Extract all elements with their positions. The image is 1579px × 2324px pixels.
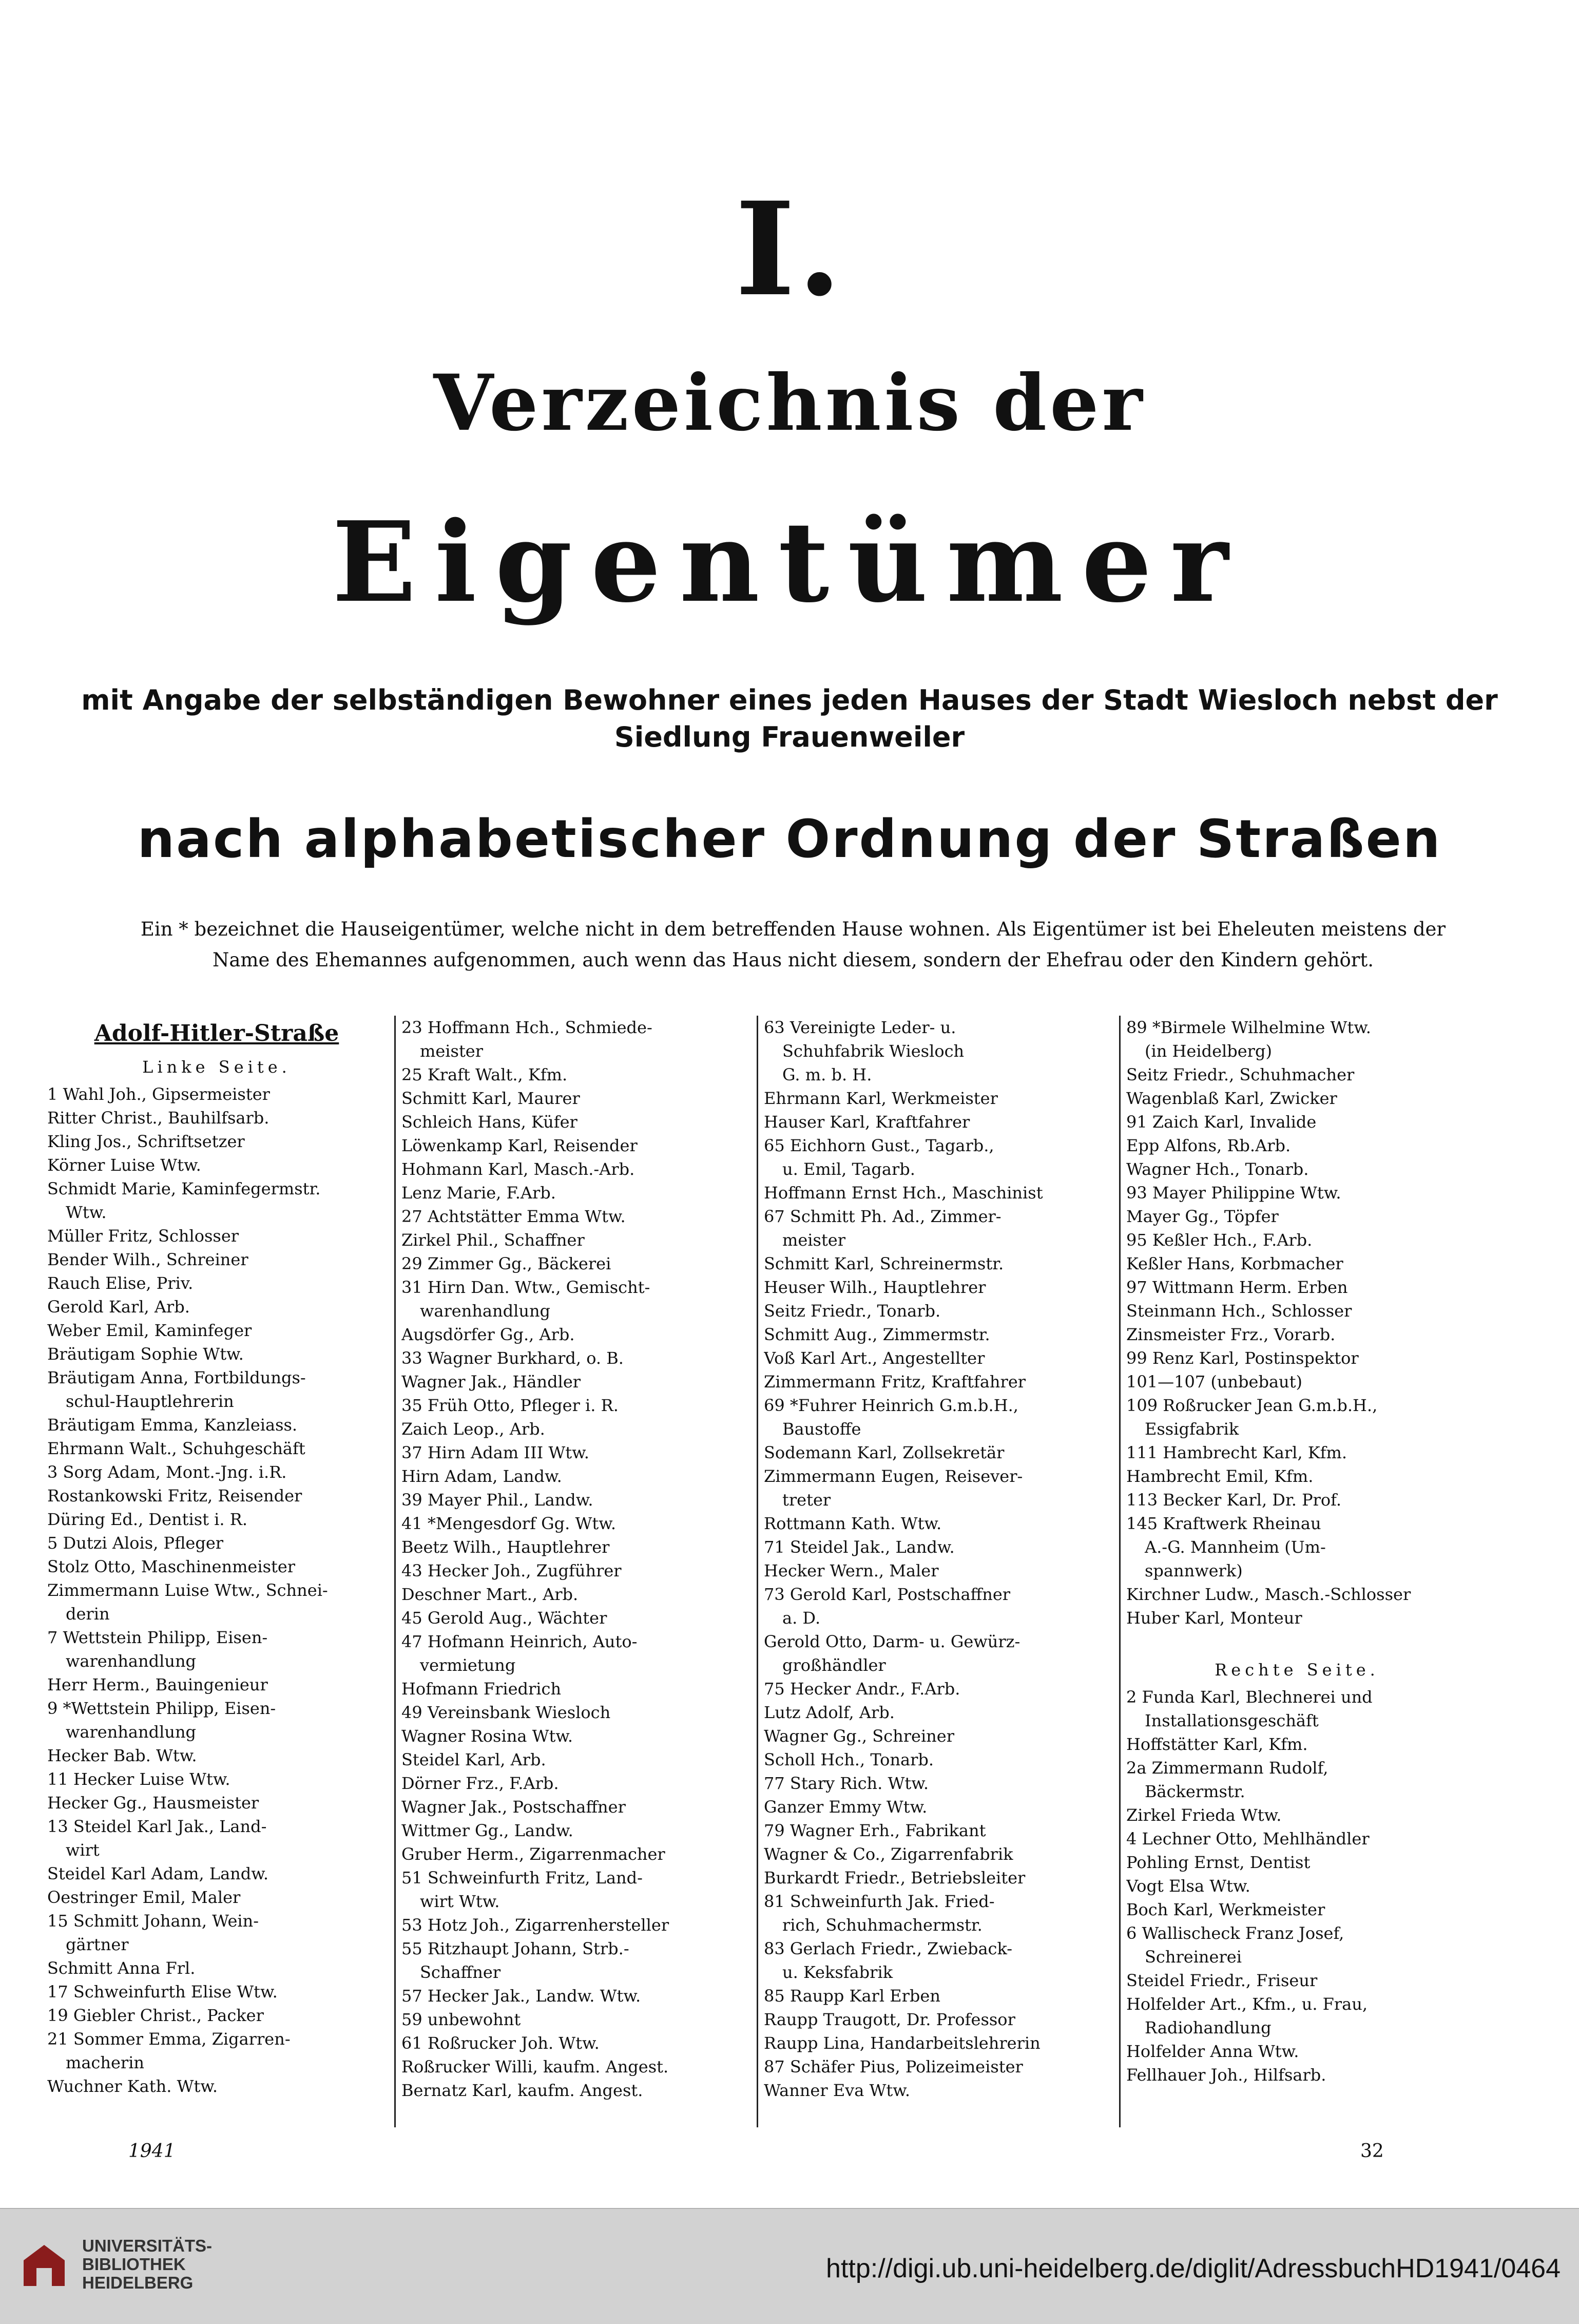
directory-column-3 [764, 1016, 1103, 2135]
entry-continuation: schul-Hauptlehrerin [66, 1392, 234, 1411]
directory-entry: Roßrucker Willi, kaufm. Angest. [401, 2057, 669, 2077]
directory-entry: Wagner & Co., Zigarrenfabrik [764, 1844, 1013, 1864]
directory-entry: Düring Ed., Dentist i. R. [47, 1510, 248, 1529]
directory-entry: Schmidt Marie, Kaminfegermstr. [47, 1179, 321, 1198]
directory-entry: Bernatz Karl, kaufm. Angest. [401, 2081, 643, 2100]
directory-column-4 [1126, 1016, 1468, 2135]
directory-entry: Wagner Jak., Händler [401, 1372, 581, 1392]
directory-entry: 9 *Wettstein Philipp, Eisen- [47, 1699, 276, 1718]
directory-entry: 1 Wahl Joh., Gipsermeister [47, 1084, 270, 1104]
directory-entry: 25 Kraft Walt., Kfm. [401, 1065, 568, 1084]
directory-entry: 3 Sorg Adam, Mont.-Jng. i.R. [47, 1462, 287, 1482]
directory-entry: Oestringer Emil, Maler [47, 1888, 241, 1907]
directory-entry: Schmitt Karl, Schreinermstr. [764, 1254, 1004, 1273]
directory-entry: Zirkel Frieda Wtw. [1126, 1805, 1282, 1825]
directory-entry: 67 Schmitt Ph. Ad., Zimmer- [764, 1207, 1002, 1226]
directory-entry: 89 *Birmele Wilhelmine Wtw. [1126, 1018, 1371, 1037]
directory-entry: Steidel Karl, Arb. [401, 1750, 546, 1769]
directory-entry: 5 Dutzi Alois, Pfleger [47, 1533, 224, 1553]
directory-entry: Wagenblaß Karl, Zwicker [1126, 1089, 1337, 1108]
directory-entry: Körner Luise Wtw. [47, 1155, 201, 1175]
directory-entry: Kling Jos., Schriftsetzer [47, 1132, 245, 1151]
directory-entry: 79 Wagner Erh., Fabrikant [764, 1821, 986, 1840]
directory-column-2 [401, 1016, 740, 2135]
entry-continuation: wirt [66, 1840, 100, 1860]
directory-entry: Epp Alfons, Rb.Arb. [1126, 1136, 1291, 1155]
directory-entry: Raupp Lina, Handarbeitslehrerin [764, 2033, 1041, 2053]
directory-entry: Hecker Gg., Hausmeister [47, 1793, 259, 1813]
entry-continuation: G. m. b. H. [782, 1065, 872, 1084]
directory-entry: 95 Keßler Hch., F.Arb. [1126, 1230, 1313, 1250]
directory-entry: Stolz Otto, Maschinenmeister [47, 1557, 296, 1576]
source-url-link[interactable]: http://digi.ub.uni-heidelberg.de/diglit/AdressbuchHD1941/0464 [826, 2254, 1561, 2283]
entry-continuation: vermietung [420, 1655, 516, 1675]
directory-entry: Schmitt Karl, Maurer [401, 1089, 580, 1108]
directory-entry: Bräutigam Emma, Kanzleiass. [47, 1415, 298, 1435]
directory-entry: 15 Schmitt Johann, Wein- [47, 1911, 259, 1931]
directory-entry: 11 Hecker Luise Wtw. [47, 1769, 230, 1789]
subtitle [36, 682, 1543, 756]
directory-entry: Pohling Ernst, Dentist [1126, 1853, 1311, 1872]
entry-continuation: Bäckermstr. [1145, 1782, 1245, 1801]
entry-continuation: Radiohandlung [1145, 2018, 1272, 2037]
directory-entry: 23 Hoffmann Hch., Schmiede- [401, 1018, 652, 1037]
title-line-3: nach alphabetischer Ordnung der Straßen [137, 809, 1442, 870]
entry-continuation: wirt Wtw. [420, 1892, 500, 1911]
directory-entry: Wagner Gg., Schreiner [764, 1726, 955, 1746]
library-name [82, 2237, 212, 2292]
directory-entry: Vogt Elsa Wtw. [1126, 1876, 1250, 1896]
directory-entry: Wuchner Kath. Wtw. [47, 2077, 218, 2096]
entry-continuation: warenhandlung [420, 1301, 551, 1321]
directory-entry: 2 Funda Karl, Blechnerei und [1126, 1687, 1373, 1707]
directory-entry: Wanner Eva Wtw. [764, 2081, 911, 2100]
directory-entry: Wagner Jak., Postschaffner [401, 1797, 626, 1817]
directory-entry: 87 Schäfer Pius, Polizeimeister [764, 2057, 1023, 2077]
street-side-heading: Linke Seite. [142, 1057, 291, 1077]
note-line-1: Ein * bezeichnet die Hauseigentümer, welche nicht in dem betreffenden Hause wohnen. Als Eigentümer ist bei Eheleuten meistens der [140, 918, 1446, 940]
directory-entry: 85 Raupp Karl Erben [764, 1986, 940, 2006]
directory-entry: 97 Wittmann Herm. Erben [1126, 1278, 1348, 1297]
directory-entry: Hoffstätter Karl, Kfm. [1126, 1735, 1308, 1754]
directory-entry: Dörner Frz., F.Arb. [401, 1774, 559, 1793]
section-spacer [1126, 1630, 1468, 1654]
directory-entry: 59 unbewohnt [401, 2010, 521, 2029]
directory-entry: 27 Achtstätter Emma Wtw. [401, 1207, 626, 1226]
entry-continuation: Schuhfabrik Wiesloch [782, 1041, 965, 1061]
directory-entry: Zimmermann Fritz, Kraftfahrer [764, 1372, 1026, 1392]
directory-entry: Keßler Hans, Korbmacher [1126, 1254, 1343, 1273]
entry-continuation: Schaffner [420, 1963, 501, 1982]
directory-entry: Zirkel Phil., Schaffner [401, 1230, 585, 1250]
directory-entry: 111 Hambrecht Karl, Kfm. [1126, 1443, 1347, 1462]
subtitle-line-2: Siedlung Frauenweiler [614, 721, 965, 753]
column-divider [1119, 1016, 1121, 2127]
directory-entry: Wagner Hch., Tonarb. [1126, 1159, 1309, 1179]
directory-entry: 69 *Fuhrer Heinrich G.m.b.H., [764, 1396, 1018, 1415]
library-name-line-3: HEIDELBERG [82, 2273, 194, 2292]
subtitle-line-1: mit Angabe der selbständigen Bewohner eines jeden Hauses der Stadt Wiesloch nebst der [81, 684, 1498, 716]
entry-continuation: (in Heidelberg) [1145, 1041, 1272, 1061]
directory-entry: Gerold Otto, Darm- u. Gewürz- [764, 1632, 1020, 1651]
directory-entry: 101—107 (unbebaut) [1126, 1372, 1302, 1392]
directory-entry: 63 Vereinigte Leder- u. [764, 1018, 956, 1037]
directory-entry: 145 Kraftwerk Rheinau [1126, 1514, 1321, 1533]
library-logo-icon [18, 2240, 70, 2291]
directory-entry: Holfelder Anna Wtw. [1126, 2042, 1299, 2061]
directory-entry: Zinsmeister Frz., Vorarb. [1126, 1325, 1336, 1344]
directory-entry: 81 Schweinfurth Jak. Fried- [764, 1892, 995, 1911]
directory-entry: Zimmermann Luise Wtw., Schnei- [47, 1580, 328, 1600]
street-side-heading: Rechte Seite. [1215, 1660, 1379, 1680]
directory-entry: Rottmann Kath. Wtw. [764, 1514, 942, 1533]
entry-continuation: rich, Schuhmachermstr. [782, 1915, 983, 1935]
title-line-2: Eigentümer [332, 497, 1247, 627]
directory-entry: Bender Wilh., Schreiner [47, 1250, 248, 1269]
directory-entry: Schmitt Anna Frl. [47, 1958, 196, 1978]
directory-entry: Steinmann Hch., Schlosser [1126, 1301, 1352, 1321]
directory-entry: 91 Zaich Karl, Invalide [1126, 1112, 1317, 1132]
directory-entry: 6 Wallischeck Franz Josef, [1126, 1923, 1344, 1943]
directory-entry: 45 Gerold Aug., Wächter [401, 1608, 607, 1628]
column-divider [757, 1016, 758, 2127]
directory-entry: Steidel Friedr., Friseur [1126, 1971, 1318, 1990]
column-divider [394, 1016, 396, 2127]
directory-entry: Huber Karl, Monteur [1126, 1608, 1302, 1628]
directory-entry: 113 Becker Karl, Dr. Prof. [1126, 1490, 1342, 1510]
entry-continuation: meister [782, 1230, 846, 1250]
entry-continuation: großhändler [782, 1655, 886, 1675]
directory-entry: Hoffmann Ernst Hch., Maschinist [764, 1183, 1043, 1203]
directory-entry: Ritter Christ., Bauhilfsarb. [47, 1108, 269, 1128]
entry-continuation: spannwerk) [1145, 1561, 1243, 1580]
directory-entry: Voß Karl Art., Angestellter [764, 1348, 985, 1368]
directory-entry: Zaich Leop., Arb. [401, 1419, 545, 1439]
directory-entry: Hofmann Friedrich [401, 1679, 562, 1699]
directory-entry: Kirchner Ludw., Masch.-Schlosser [1126, 1585, 1411, 1604]
directory-entry: 93 Mayer Philippine Wtw. [1126, 1183, 1341, 1203]
title-line-1: Verzeichnis der [433, 358, 1146, 448]
directory-entry: Beetz Wilh., Hauptlehrer [401, 1537, 610, 1557]
directory-entry: Fellhauer Joh., Hilfsarb. [1126, 2065, 1326, 2085]
directory-entry: Seitz Friedr., Schuhmacher [1126, 1065, 1355, 1084]
directory-entry: Hirn Adam, Landw. [401, 1466, 562, 1486]
entry-continuation: treter [782, 1490, 831, 1510]
directory-entry: 65 Eichhorn Gust., Tagarb., [764, 1136, 994, 1155]
directory-entry: 35 Früh Otto, Pfleger i. R. [401, 1396, 619, 1415]
directory-entry: Gruber Herm., Zigarrenmacher [401, 1844, 665, 1864]
street-heading: Adolf-Hitler-Straße [94, 1020, 339, 1046]
directory-entry: Wagner Rosina Wtw. [401, 1726, 573, 1746]
entry-continuation: A.-G. Mannheim (Um- [1145, 1537, 1326, 1557]
directory-entry: 2a Zimmermann Rudolf, [1126, 1758, 1328, 1778]
directory-entry: 77 Stary Rich. Wtw. [764, 1774, 929, 1793]
directory-entry: 29 Zimmer Gg., Bäckerei [401, 1254, 611, 1273]
directory-entry: 49 Vereinsbank Wiesloch [401, 1703, 611, 1722]
directory-entry: Ganzer Emmy Wtw. [764, 1797, 928, 1817]
directory-entry: Burkardt Friedr., Betriebsleiter [764, 1868, 1026, 1888]
directory-entry: 47 Hofmann Heinrich, Auto- [401, 1632, 638, 1651]
section-numeral: I. [735, 174, 844, 325]
directory-entry: Ehrmann Karl, Werkmeister [764, 1089, 998, 1108]
directory-entry: Augsdörfer Gg., Arb. [401, 1325, 575, 1344]
page-number: 32 [1360, 2141, 1384, 2162]
directory-entry: 73 Gerold Karl, Postschaffner [764, 1585, 1011, 1604]
directory-entry: Sodemann Karl, Zollsekretär [764, 1443, 1005, 1462]
entry-continuation: meister [420, 1041, 484, 1061]
entry-continuation: u. Emil, Tagarb. [782, 1159, 915, 1179]
directory-entry: 55 Ritzhaupt Johann, Strb.- [401, 1939, 629, 1958]
directory-entry: Rostankowski Fritz, Reisender [47, 1486, 302, 1506]
directory-entry: Bräutigam Anna, Fortbildungs- [47, 1368, 306, 1387]
directory-column-1 [47, 1016, 386, 2135]
directory-entry: 75 Hecker Andr., F.Arb. [764, 1679, 960, 1699]
directory-entry: Löwenkamp Karl, Reisender [401, 1136, 638, 1155]
library-name-line-2: BIBLIOTHEK [82, 2255, 186, 2274]
directory-entry: 57 Hecker Jak., Landw. Wtw. [401, 1986, 641, 2006]
directory-entry: 53 Hotz Joh., Zigarrenhersteller [401, 1915, 669, 1935]
directory-entry: Hohmann Karl, Masch.-Arb. [401, 1159, 635, 1179]
directory-entry: Lutz Adolf, Arb. [764, 1703, 895, 1722]
directory-entry: Scholl Hch., Tonarb. [764, 1750, 934, 1769]
entry-continuation: Essigfabrik [1145, 1419, 1239, 1439]
directory-entry: Seitz Friedr., Tonarb. [764, 1301, 941, 1321]
directory-entry: 21 Sommer Emma, Zigarren- [47, 2029, 291, 2049]
explanatory-note [44, 914, 1543, 976]
entry-continuation: warenhandlung [66, 1722, 197, 1742]
directory-entry: 39 Mayer Phil., Landw. [401, 1490, 593, 1510]
entry-continuation: derin [66, 1604, 110, 1624]
directory-entry: Steidel Karl Adam, Landw. [47, 1864, 269, 1883]
directory-entry: Lenz Marie, F.Arb. [401, 1183, 556, 1203]
directory-entry: 99 Renz Karl, Postinspektor [1126, 1348, 1359, 1368]
directory-entry: Weber Emil, Kaminfeger [47, 1321, 252, 1340]
library-name-line-1: UNIVERSITÄTS- [82, 2236, 213, 2255]
directory-entry: 17 Schweinfurth Elise Wtw. [47, 1982, 278, 2002]
directory-entry: 51 Schweinfurth Fritz, Land- [401, 1868, 643, 1888]
directory-entry: 61 Roßrucker Joh. Wtw. [401, 2033, 600, 2053]
directory-entry: 4 Lechner Otto, Mehlhändler [1126, 1829, 1370, 1849]
directory-entry: Gerold Karl, Arb. [47, 1297, 190, 1317]
directory-entry: Hecker Bab. Wtw. [47, 1746, 197, 1765]
directory-entry: 43 Hecker Joh., Zugführer [401, 1561, 622, 1580]
directory-entry: Boch Karl, Werkmeister [1126, 1900, 1325, 1919]
directory-entry: Hambrecht Emil, Kfm. [1126, 1466, 1314, 1486]
directory-entry: Deschner Mart., Arb. [401, 1585, 579, 1604]
directory-entry: Bräutigam Sophie Wtw. [47, 1344, 244, 1364]
note-line-2: Name des Ehemannes aufgenommen, auch wenn das Haus nicht diesem, sondern der Ehefrau oder den Kindern gehört. [212, 949, 1374, 971]
entry-continuation: Baustoffe [782, 1419, 861, 1439]
library-footer-bar [0, 2208, 1579, 2324]
directory-entry: Heuser Wilh., Hauptlehrer [764, 1278, 986, 1297]
directory-entry: Hauser Karl, Kraftfahrer [764, 1112, 970, 1132]
entry-continuation: warenhandlung [66, 1651, 197, 1671]
entry-continuation: Installationsgeschäft [1145, 1711, 1319, 1730]
directory-entry: Holfelder Art., Kfm., u. Frau, [1126, 1994, 1368, 2014]
directory-entry: Ehrmann Walt., Schuhgeschäft [47, 1439, 305, 1458]
directory-entry: 19 Giebler Christ., Packer [47, 2006, 264, 2025]
footer-year: 1941 [128, 2141, 176, 2162]
directory-entry: Schleich Hans, Küfer [401, 1112, 577, 1132]
directory-entry: 7 Wettstein Philipp, Eisen- [47, 1628, 268, 1647]
directory-entry: Raupp Traugott, Dr. Professor [764, 2010, 1015, 2029]
directory-entry: Wittmer Gg., Landw. [401, 1821, 573, 1840]
entry-continuation: gärtner [66, 1935, 129, 1954]
directory-entry: Schmitt Aug., Zimmermstr. [764, 1325, 990, 1344]
entry-continuation: Wtw. [66, 1203, 107, 1222]
directory-entry: Rauch Elise, Priv. [47, 1273, 194, 1293]
directory-entry: 13 Steidel Karl Jak., Land- [47, 1817, 267, 1836]
directory-entry: 109 Roßrucker Jean G.m.b.H., [1126, 1396, 1378, 1415]
entry-continuation: u. Keksfabrik [782, 1963, 893, 1982]
entry-continuation: a. D. [782, 1608, 821, 1628]
directory-entry: Zimmermann Eugen, Reisever- [764, 1466, 1023, 1486]
directory-entry: 41 *Mengesdorf Gg. Wtw. [401, 1514, 617, 1533]
directory-entry: 37 Hirn Adam III Wtw. [401, 1443, 589, 1462]
directory-entry: 31 Hirn Dan. Wtw., Gemischt- [401, 1278, 650, 1297]
directory-entry: 71 Steidel Jak., Landw. [764, 1537, 955, 1557]
directory-entry: Hecker Wern., Maler [764, 1561, 939, 1580]
entry-continuation: Schreinerei [1145, 1947, 1242, 1967]
directory-entry: 33 Wagner Burkhard, o. B. [401, 1348, 624, 1368]
directory-entry: Müller Fritz, Schlosser [47, 1226, 239, 1246]
directory-entry: Herr Herm., Bauingenieur [47, 1675, 268, 1694]
directory-entry: 83 Gerlach Friedr., Zwieback- [764, 1939, 1013, 1958]
entry-continuation: macherin [66, 2053, 145, 2072]
directory-entry: Mayer Gg., Töpfer [1126, 1207, 1279, 1226]
